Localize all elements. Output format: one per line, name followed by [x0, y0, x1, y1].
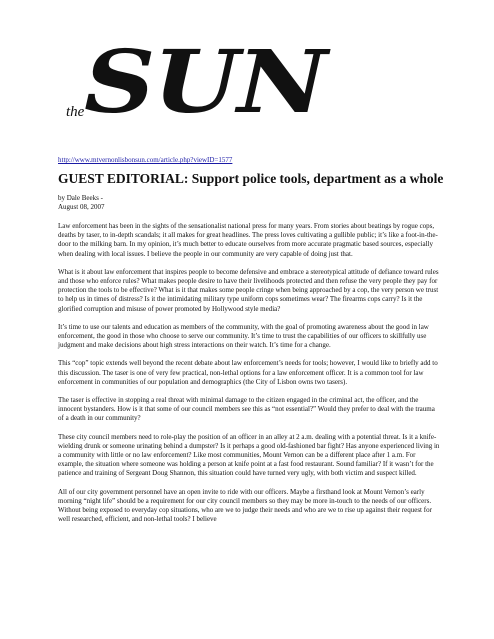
masthead-the: the [66, 104, 85, 120]
publish-date: August 08, 2007 [58, 203, 105, 211]
byline [58, 194, 358, 212]
paragraph: It’s time to use our talents and education as members of the community, with the goal of promoting awareness about the good in law enforcement, the good in those who choose to serve our community. It’s time to trust the capabilities of our officers to skillfully use judgment and make decisions about high stress interactions on their watch. It’s time for a change. [58, 322, 429, 350]
article-title: GUEST EDITORIAL: Support police tools, department as a whole [58, 171, 444, 186]
article-body [58, 222, 440, 533]
masthead-logo [66, 32, 326, 133]
paragraph: Law enforcement has been in the sights of the sensationalist national press for many years. From stories about beatings by rogue cops, deaths by taser, to in-depth scandals; it all makes for great headlines. The press loves cultivating a gullible public; it’s like a foot-in-the-door to the milking barn. In my opinion, it’s much better to educate ourselves from more accurate pragmatic based sources, especially when dealing with local issues. I believe the people in our community are very capable of doing just that. [58, 222, 438, 258]
author: by Dale Beeks - [58, 194, 103, 202]
paragraph: All of our city government personnel have an open invite to ride with our officers. Maybe a firsthand look at Mount Vernon’s early morning “night life” should be a requirement for our city council members so they may be more in-touch to the needs of our officers. Without being exposed to everyday cop situations, who are we to judge their needs and who are we to rise up against their request for well researched, efficient, and non-lethal tools? I believe [58, 487, 432, 524]
masthead-name: SUN [84, 32, 326, 133]
article-url-link[interactable]: http://www.mtvernonlisbonsun.com/article.php?viewID=1577 [58, 156, 233, 164]
paragraph: What is it about law enforcement that inspires people to become defensive and embrace a stereotypical attitude of defiance toward rules and those who enforce rules? What makes people desire to have their livelihoods protected and then refuse the very people they pay for protection the tools to be effective? What is it that makes some people cringe when being approached by a cop, the very person we trust to help us in times of distress? Is it the intimidating military type uniform cops sometimes wear? The firearms cops carry? Is it the glorified corruption and misuse of power promoted by Hollywood style media? [58, 267, 439, 313]
paragraph: The taser is effective in stopping a real threat with minimal damage to the citizen engaged in the criminal act, the officer, and the innocent bystanders. How is it that some of our council members see this as “not essential?” Would they prefer to deal with the trauma of a death in our community? [58, 396, 435, 423]
paragraph: This “cop” topic extends well beyond the recent debate about law enforcement’s needs for tools; however, I would like to briefly add to this discussion. The taser is one of very few practical, non-lethal options for a law enforcement officer. It is a common tool for law enforcement in communities of our population and demographics (the City of Lisbon owns two tasers). [58, 359, 438, 386]
paragraph: These city council members need to role-play the position of an officer in an alley at 2 a.m. dealing with a potential threat. Is it a knife-wielding drunk or someone urinating behind a dumpster? Is it perhaps a good old-fashioned bar fight? Has anyone experienced living in a community with little or no law enforcement? Like most communities, Mount Vernon can be a different place after 1 a.m. For example, the situation where someone was holding a person at knife point at a fast food restaurant. Sound familiar? If it wasn’t for the patience and training of Sergeant Doug Shannon, this situation could have turned very ugly, with both victim and suspect killed. [58, 432, 440, 478]
